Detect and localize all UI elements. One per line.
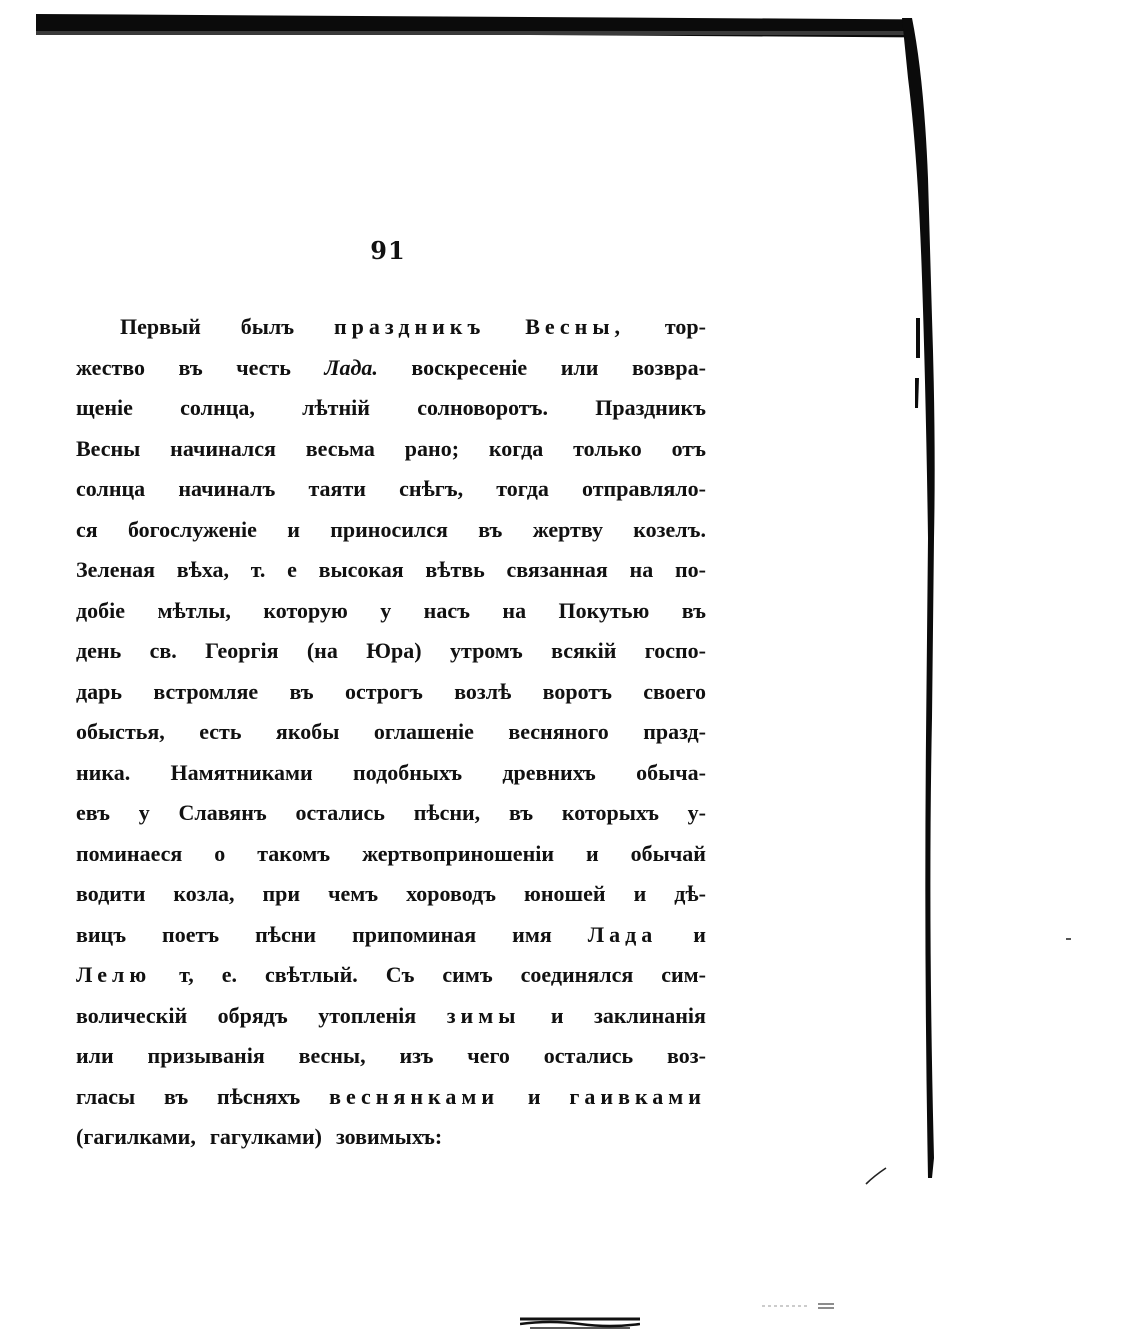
- word: есть: [199, 719, 242, 744]
- word: веснянками: [329, 1083, 500, 1109]
- text-line: [76, 834, 706, 875]
- word: вицъ: [76, 921, 127, 947]
- text-line: [76, 469, 706, 510]
- word: на: [629, 557, 654, 582]
- word: весняного: [508, 719, 609, 744]
- word: обыстья,: [76, 719, 165, 744]
- word: оглашеніе: [373, 719, 474, 744]
- word: высокая: [318, 557, 404, 582]
- text-line: [76, 996, 706, 1037]
- word: всякій: [551, 638, 617, 663]
- word: свѣтлый.: [264, 962, 358, 987]
- word: воскресеніе: [411, 354, 528, 380]
- word: вѣтвь: [425, 557, 485, 582]
- word: Лелю: [76, 962, 152, 987]
- word: тор-: [664, 314, 706, 339]
- word: пѣсни,: [413, 800, 481, 825]
- word: госпо-: [644, 638, 706, 663]
- word: тогда: [496, 476, 549, 501]
- word: т.: [250, 557, 266, 582]
- word: е.: [221, 962, 237, 987]
- word: обычай: [630, 840, 706, 866]
- word: рано;: [404, 435, 460, 461]
- word: и: [633, 881, 647, 906]
- word: у-: [687, 800, 706, 825]
- word: связанная: [506, 557, 608, 582]
- word: заклинанія: [594, 1002, 706, 1028]
- word: т,: [179, 962, 194, 987]
- word: пѣсни: [255, 921, 317, 947]
- word: (на: [306, 638, 338, 663]
- word: Зеленая: [76, 557, 156, 582]
- word: которыхъ: [561, 800, 659, 825]
- word: весны,: [298, 1043, 366, 1068]
- word: гласы: [76, 1083, 136, 1109]
- word: которую: [263, 597, 348, 623]
- word: Весны,: [525, 314, 626, 339]
- word: отъ: [671, 435, 706, 461]
- word: обыча-: [636, 759, 706, 785]
- word: и: [527, 1083, 541, 1109]
- word: Георгія: [205, 638, 279, 663]
- word: призыванія: [147, 1043, 265, 1068]
- word: Праздникъ: [595, 395, 706, 420]
- word: при: [262, 881, 301, 906]
- word: козла,: [173, 881, 235, 906]
- text-line: [76, 307, 706, 348]
- word: солнца,: [180, 395, 255, 420]
- word: весьма: [305, 435, 375, 461]
- word: жертвоприношеніи: [362, 840, 555, 866]
- word: подобныхъ: [353, 759, 463, 785]
- word: лѣтній: [302, 395, 370, 420]
- text-line: [76, 793, 706, 834]
- word: симъ: [442, 962, 493, 987]
- word: дарь: [76, 678, 122, 704]
- word: мѣтлы,: [157, 597, 231, 623]
- word: у: [138, 800, 150, 825]
- bottom-ornament: [520, 1314, 640, 1330]
- word: поминаеся: [76, 840, 183, 866]
- word: о: [214, 840, 226, 866]
- word: утопленія: [318, 1002, 417, 1028]
- word: въ: [164, 1083, 189, 1109]
- word: имя: [512, 921, 552, 947]
- word: и: [287, 516, 300, 542]
- word: возвра-: [631, 354, 706, 380]
- word: древнихъ: [502, 759, 596, 785]
- text-line: [76, 874, 706, 915]
- stray-dot: [1066, 938, 1072, 942]
- word: остались: [295, 800, 385, 825]
- text-line: [76, 1077, 706, 1118]
- scan-right-edge: [898, 18, 948, 1178]
- text-line: [76, 388, 706, 429]
- word: добіе: [76, 597, 126, 623]
- word: въ: [508, 800, 534, 825]
- word: поетъ: [162, 921, 220, 947]
- word: и: [693, 921, 706, 947]
- word: таяти: [308, 476, 366, 501]
- text-line: [76, 1036, 706, 1077]
- word: дѣ-: [674, 881, 706, 906]
- word: евъ: [76, 800, 110, 825]
- word: е: [287, 557, 297, 582]
- stray-ink-mark: [864, 1166, 888, 1186]
- word: чего: [467, 1043, 510, 1068]
- word: воз-: [667, 1043, 706, 1068]
- word: хороводъ: [406, 881, 497, 906]
- word: Намятниками: [170, 759, 313, 785]
- word: гагулками): [209, 1124, 322, 1149]
- text-line: [76, 429, 706, 470]
- text-line: [76, 510, 706, 551]
- text-line: [76, 550, 706, 591]
- word: ника.: [76, 759, 131, 785]
- word: козелъ.: [633, 516, 706, 542]
- text-line: [76, 631, 706, 672]
- word: припоминая: [352, 921, 477, 947]
- word: въ: [478, 516, 503, 542]
- word: чемъ: [328, 881, 379, 906]
- word: остались: [543, 1043, 634, 1068]
- word: богослуженіе: [127, 516, 257, 542]
- word: только: [573, 435, 642, 461]
- word: соединялся: [520, 962, 634, 987]
- word: изъ: [399, 1043, 434, 1068]
- text-line: [76, 1117, 706, 1158]
- word: снѣгъ,: [399, 476, 464, 501]
- word: Юра): [366, 638, 422, 663]
- word: былъ: [240, 314, 295, 339]
- word: Покутью: [558, 597, 650, 623]
- word: волическій: [76, 1002, 188, 1028]
- word: день: [76, 638, 122, 663]
- word: острогъ: [344, 678, 423, 704]
- word: встромляе: [153, 678, 259, 704]
- word: на: [502, 597, 527, 623]
- word: отправлялo-: [582, 476, 706, 501]
- word: солнца: [76, 476, 146, 501]
- word: въ: [681, 597, 706, 623]
- word: жество: [76, 354, 145, 380]
- stray-marks-bottom: [760, 1302, 840, 1312]
- word: Лада: [587, 921, 658, 947]
- word: когда: [488, 435, 544, 461]
- word: юношей: [524, 881, 606, 906]
- text-line: [76, 753, 706, 794]
- word: или: [76, 1043, 114, 1068]
- scan-top-edge-shadow: [36, 31, 912, 35]
- page-number: 91: [370, 236, 406, 265]
- word: Лада.: [324, 354, 378, 380]
- word: ся: [76, 516, 98, 542]
- word: Славянъ: [178, 800, 267, 825]
- word: жертву: [532, 516, 603, 542]
- word: св.: [149, 638, 177, 663]
- word: въ: [289, 678, 314, 704]
- word: возлѣ: [454, 678, 512, 704]
- word: Съ: [385, 962, 415, 987]
- word: въ: [178, 354, 203, 380]
- word: гаивками: [569, 1083, 706, 1109]
- word: солноворотъ.: [417, 395, 548, 420]
- text-line: [76, 712, 706, 753]
- word: насъ: [423, 597, 470, 623]
- word: Весны: [76, 435, 141, 461]
- word: и: [586, 840, 599, 866]
- text-line: [76, 672, 706, 713]
- word: начинался: [170, 435, 276, 461]
- text-line: [76, 591, 706, 632]
- word: начиналъ: [178, 476, 276, 501]
- word: Первый: [120, 314, 201, 339]
- word: утромъ: [450, 638, 523, 663]
- word: водити: [76, 881, 146, 906]
- word: обрядъ: [217, 1002, 288, 1028]
- text-line: [76, 348, 706, 389]
- word: зимы: [446, 1002, 521, 1028]
- word: такомъ: [257, 840, 331, 866]
- word: сим-: [661, 962, 706, 987]
- text-line: [76, 915, 706, 956]
- word: своего: [643, 678, 706, 704]
- text-line: [76, 955, 706, 996]
- word: пѣсняхъ: [217, 1083, 301, 1109]
- word: у: [380, 597, 392, 623]
- body-text: [76, 307, 706, 1158]
- word: праздникъ: [333, 314, 486, 339]
- word: приносился: [330, 516, 448, 542]
- word: по-: [674, 557, 706, 582]
- word: воротъ: [542, 678, 612, 704]
- word: щеніе: [76, 395, 133, 420]
- word: якобы: [275, 719, 340, 744]
- word: или: [560, 354, 599, 380]
- word: и: [550, 1002, 564, 1028]
- word: вѣха,: [176, 557, 230, 582]
- word: зовимыхъ:: [335, 1124, 443, 1149]
- word: честь: [236, 354, 291, 380]
- word: (гагилками,: [76, 1124, 196, 1149]
- word: празд-: [643, 719, 706, 744]
